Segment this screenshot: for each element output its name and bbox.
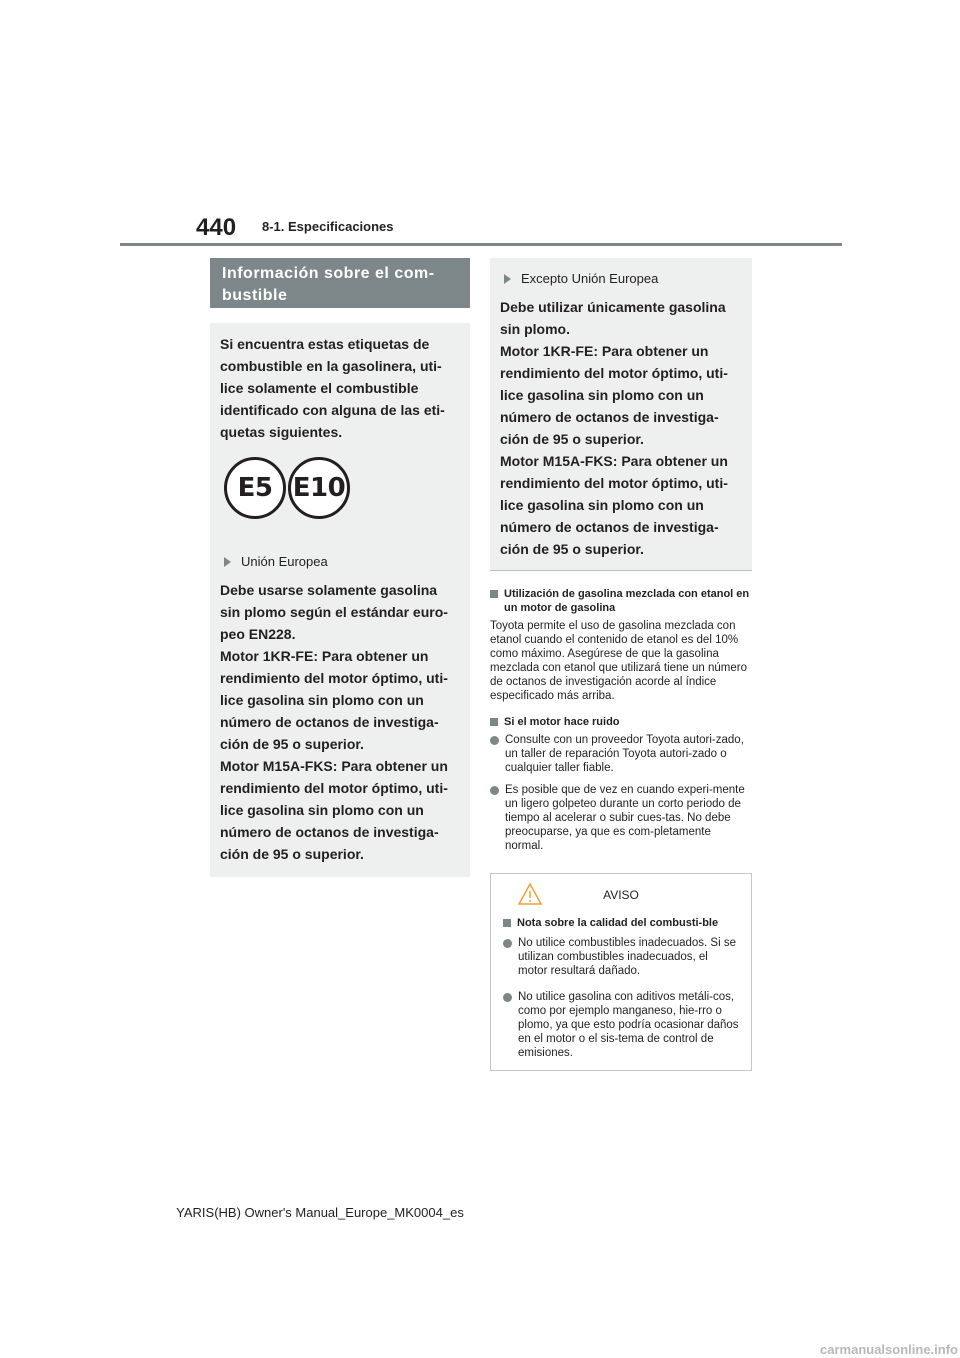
square-bullet-icon [490, 718, 498, 726]
left-column [210, 258, 470, 877]
eu-text-2: Motor 1KR-FE: Para obtener un rendimiento del motor óptimo, uti-lice gasolina sin plomo con un número de octanos de investiga-ción de 95 o superior. [220, 648, 448, 752]
circle-bullet-icon [503, 939, 512, 948]
non-eu-text-3: Motor M15A-FKS: Para obtener un rendimiento del motor óptimo, uti-lice gasolina sin plomo con un número de octanos de investiga-ción de 95 o superior. [500, 453, 728, 557]
eu-box [210, 541, 470, 877]
eu-heading [220, 553, 460, 571]
square-bullet-icon [490, 590, 498, 598]
ethanol-note [490, 587, 752, 853]
header-rule [120, 243, 842, 246]
list-item [503, 936, 739, 978]
non-eu-text-1: Debe utilizar únicamente gasolina sin plomo. [500, 299, 726, 337]
section-header: 8-1. Especificaciones [262, 219, 394, 234]
warning-title-text: Nota sobre la calidad del combusti-ble [517, 917, 719, 929]
triangle-bullet-icon [504, 274, 511, 284]
fuel-label-box [210, 323, 470, 541]
noise-title-text: Si el motor hace ruido [504, 716, 620, 728]
list-item [490, 783, 752, 853]
ethanol-title-text: Utilización de gasolina mezclada con etanol en un motor de gasolina [504, 588, 750, 614]
list-item [490, 733, 752, 775]
watermark: carmanualsonline.info [820, 1342, 958, 1357]
non-eu-box [490, 258, 752, 570]
noise-note-title [490, 715, 752, 729]
warning-label: AVISO [603, 888, 639, 902]
non-eu-heading [500, 270, 742, 288]
ethanol-note-title [490, 587, 752, 615]
e5-label-icon: E5 [224, 457, 286, 519]
warning-item-2: No utilice gasolina con aditivos metáli-cos, como por ejemplo manganeso, hie-rro o plomo, ya que esto podría ocasionar daños en el motor o el sis-tema de control de emisiones. [518, 991, 739, 1059]
footer-text: YARIS(HB) Owner's Manual_Europe_MK0004_es [176, 1205, 464, 1220]
circle-bullet-icon [503, 993, 512, 1002]
list-item [503, 990, 739, 1060]
warning-title [503, 916, 739, 930]
non-eu-heading-label: Excepto Unión Europea [521, 271, 659, 286]
eu-heading-label: Unión Europea [241, 554, 328, 569]
warning-header [503, 882, 739, 908]
fuel-info-title: Información sobre el com-bustible [210, 258, 470, 308]
circle-bullet-icon [490, 786, 499, 795]
e10-label-icon: E10 [288, 457, 350, 519]
circle-bullet-icon [490, 736, 499, 745]
eu-text-3: Motor M15A-FKS: Para obtener un rendimiento del motor óptimo, uti-lice gasolina sin plomo con un número de octanos de investiga-ción de 95 o superior. [220, 758, 448, 862]
triangle-bullet-icon [224, 557, 231, 567]
ethanol-body: Toyota permite el uso de gasolina mezclada con etanol cuando el contenido de etanol es del 10% como máximo. Asegúrese de que la gasolina mezclada con etanol que utilizará tiene un número de octanos de investigación acorde al índice especificado más arriba. [490, 620, 747, 702]
page-number: 440 [196, 214, 237, 241]
warning-triangle-icon [517, 882, 543, 906]
right-column [490, 258, 752, 1071]
noise-item-2: Es posible que de vez en cuando experi-mente un ligero golpeteo durante un corto periodo de tiempo al acelerar o subir cues-tas. No debe preocuparse, ya que es com-pletamente normal. [505, 784, 745, 852]
fuel-labels [224, 455, 460, 521]
warning-box [490, 873, 752, 1071]
intro-text: Si encuentra estas etiquetas de combustible en la gasolinera, uti-lice solamente el combustible identificado con alguna de las eti-quetas siguientes. [220, 336, 445, 440]
box-divider [490, 570, 752, 571]
eu-text-1: Debe usarse solamente gasolina sin plomo según el estándar euro-peo EN228. [220, 582, 448, 642]
noise-item-1: Consulte con un proveedor Toyota autori-zado, un taller de reparación Toyota autori-zado o cualquier taller fiable. [505, 734, 744, 774]
square-bullet-icon [503, 919, 511, 927]
non-eu-text-2: Motor 1KR-FE: Para obtener un rendimiento del motor óptimo, uti-lice gasolina sin plomo con un número de octanos de investiga-ción de 95 o superior. [500, 343, 728, 447]
warning-item-1: No utilice combustibles inadecuados. Si se utilizan combustibles inadecuados, el motor resultará dañado. [518, 937, 736, 977]
